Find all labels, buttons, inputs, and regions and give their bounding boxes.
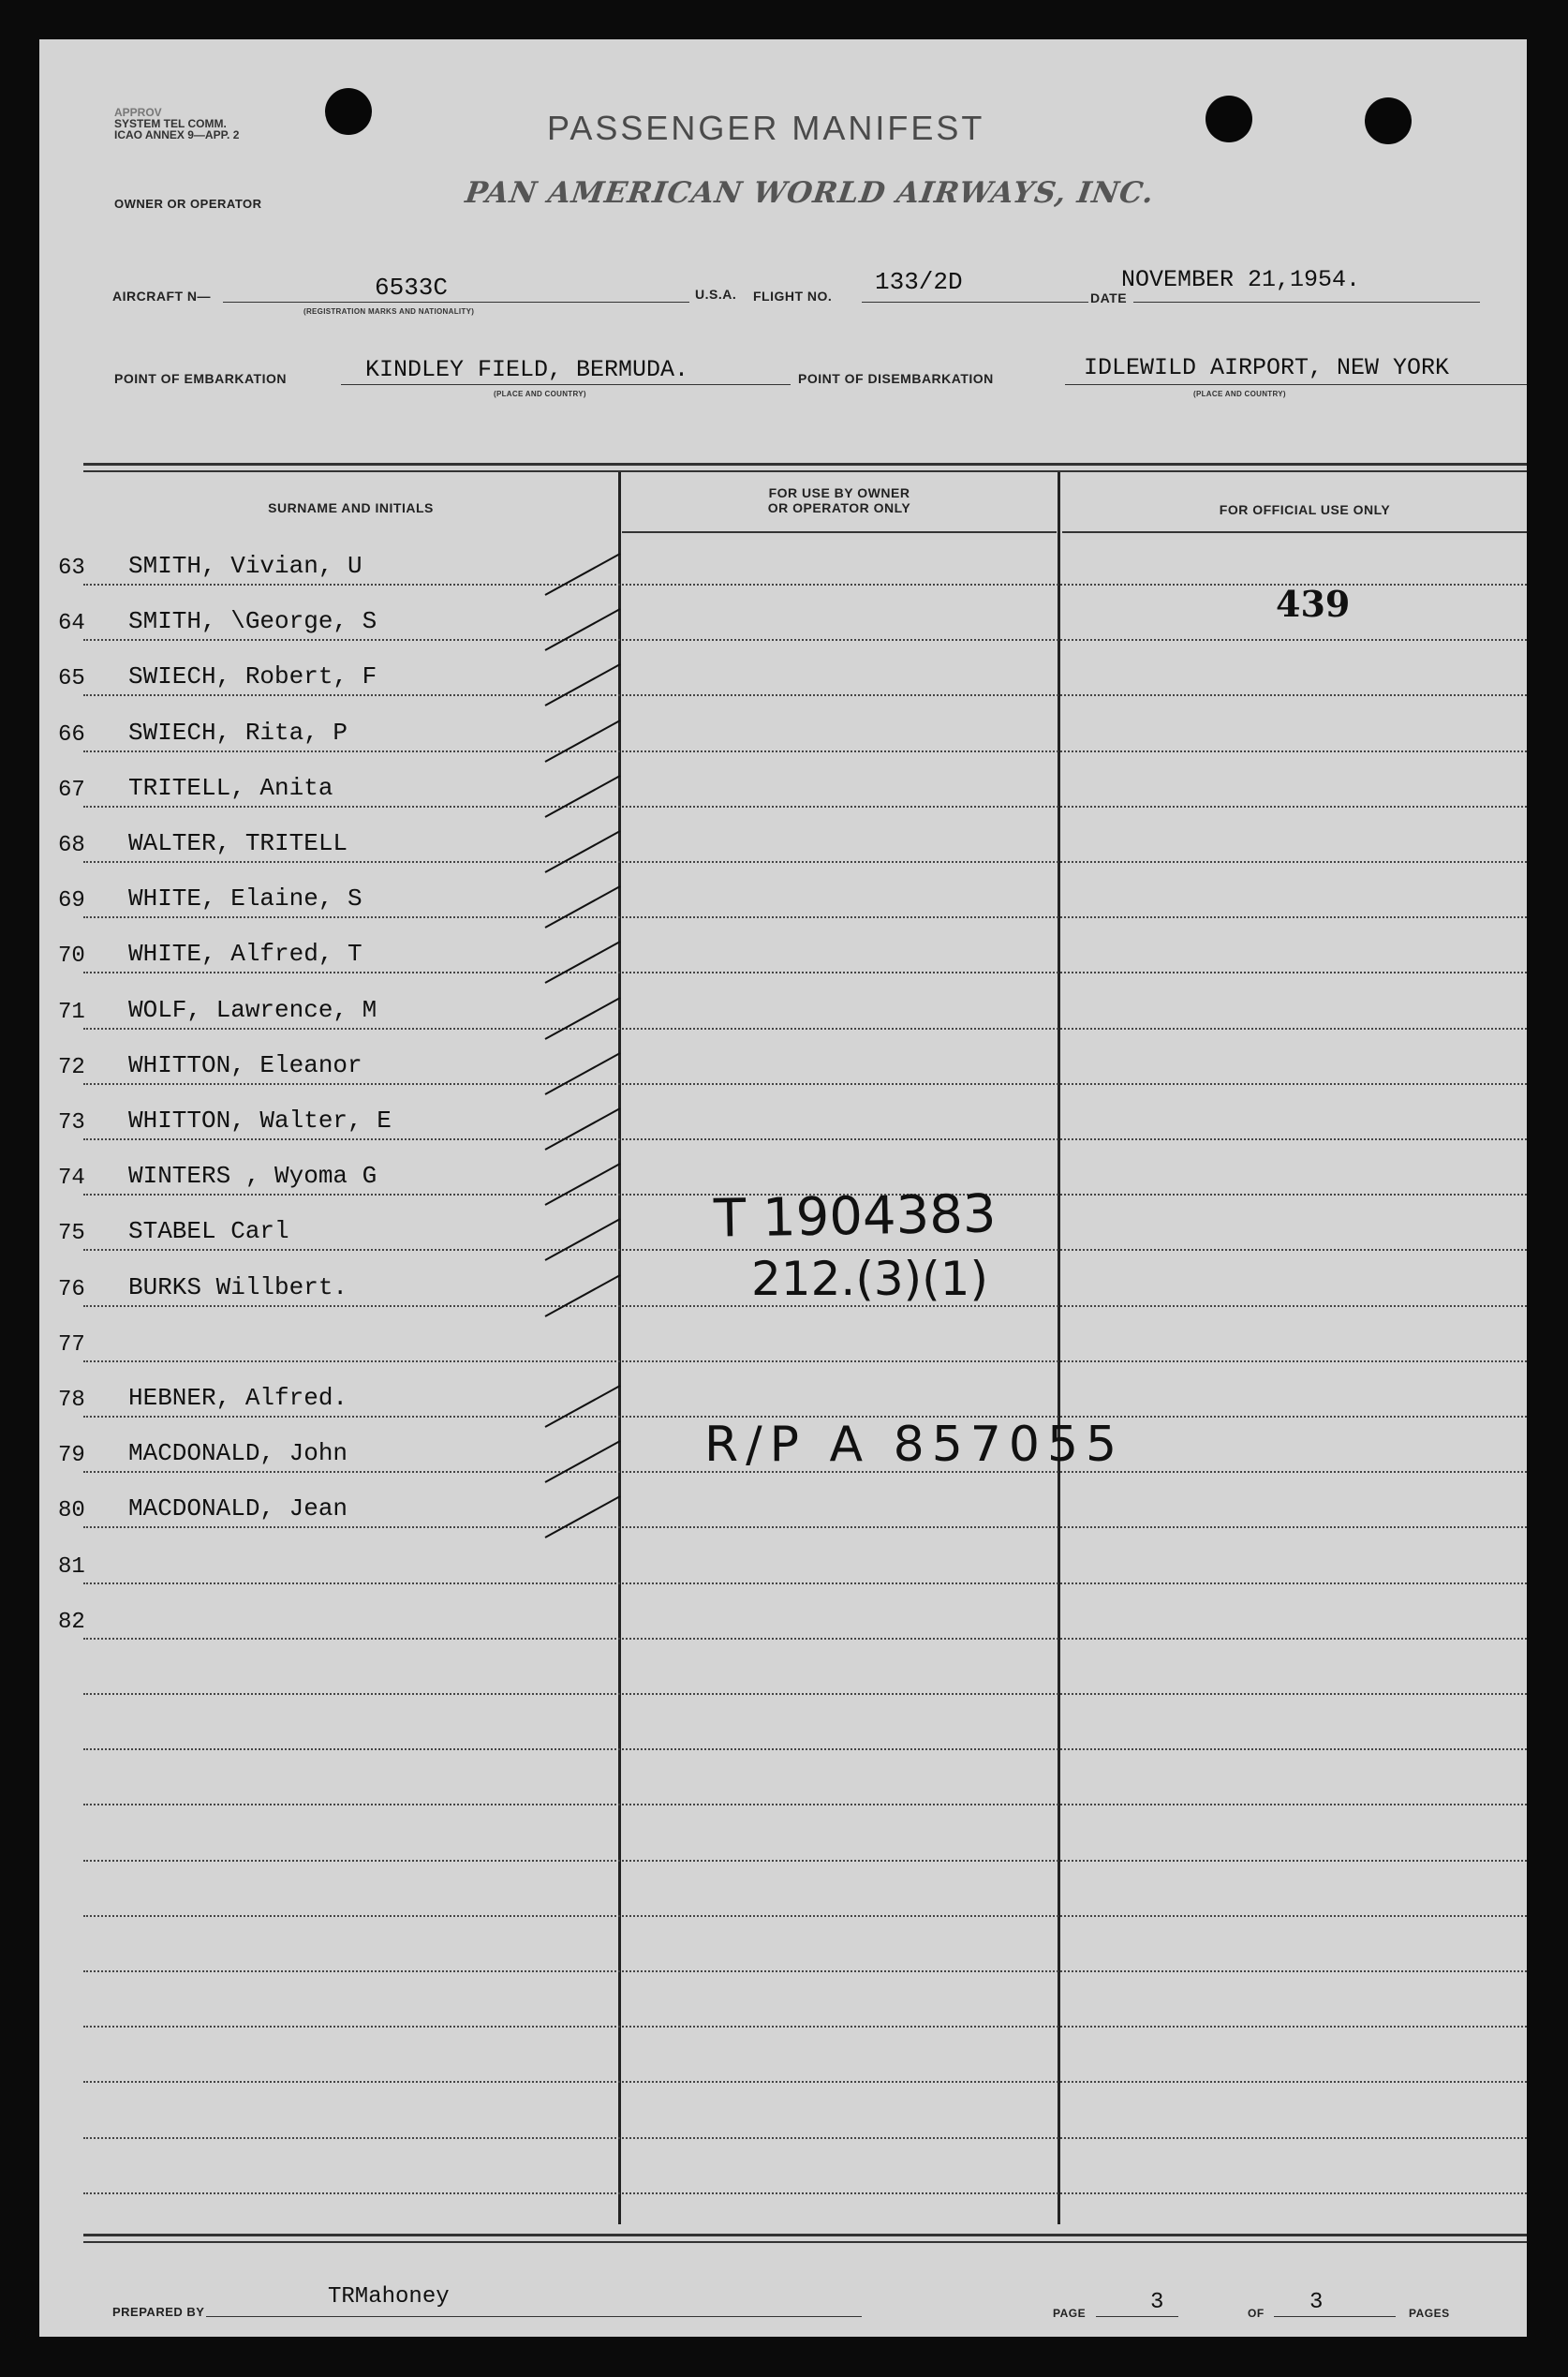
passenger-name: SWIECH, Robert, F bbox=[128, 662, 377, 691]
row-number: 80 bbox=[58, 1498, 85, 1523]
check-mark bbox=[545, 1108, 620, 1150]
row-number: 81 bbox=[58, 1554, 85, 1580]
check-marks bbox=[39, 39, 1527, 2337]
row-number: 68 bbox=[58, 833, 85, 858]
check-mark bbox=[545, 998, 620, 1039]
passenger-name: WINTERS , Wyoma G bbox=[128, 1162, 377, 1190]
page-label: PAGE bbox=[1053, 2307, 1087, 2320]
row-number: 79 bbox=[58, 1443, 85, 1468]
embarkation-caption: (PLACE AND COUNTRY) bbox=[494, 390, 586, 398]
column-header-owner-use: FOR USE BY OWNER OR OPERATOR ONLY bbox=[767, 485, 911, 515]
approval-line: SYSTEM TEL COMM. bbox=[114, 117, 227, 130]
prepared-by-value: TRMahoney bbox=[328, 2284, 450, 2310]
check-mark bbox=[545, 721, 620, 762]
flight-label: FLIGHT NO. bbox=[753, 289, 833, 304]
passenger-name: TRITELL, Anita bbox=[128, 774, 333, 802]
row-number: 66 bbox=[58, 722, 85, 748]
passenger-name: MACDONALD, Jean bbox=[128, 1494, 348, 1523]
row-number: 74 bbox=[58, 1166, 85, 1191]
prepared-by-label: PREPARED BY bbox=[112, 2305, 205, 2319]
row-number: 72 bbox=[58, 1055, 85, 1080]
check-mark bbox=[545, 1275, 620, 1316]
row-number: 64 bbox=[58, 611, 85, 636]
passenger-name: SMITH, \George, S bbox=[128, 607, 377, 635]
row-number: 65 bbox=[58, 666, 85, 691]
passenger-name: WHITTON, Walter, E bbox=[128, 1107, 392, 1135]
handwritten-note-passport: R/P A 857055 bbox=[704, 1417, 1125, 1473]
official-note: 439 bbox=[1276, 583, 1351, 625]
check-mark bbox=[545, 1441, 620, 1482]
check-mark bbox=[545, 776, 620, 817]
row-number: 82 bbox=[58, 1610, 85, 1635]
company-name: PAN AMERICAN WORLD AIRWAYS, INC. bbox=[463, 176, 1157, 210]
embarkation-value: KINDLEY FIELD, BERMUDA. bbox=[365, 356, 689, 383]
passenger-name: SWIECH, Rita, P bbox=[128, 719, 348, 747]
passenger-name: WHITE, Elaine, S bbox=[128, 884, 362, 913]
disembarkation-label: POINT OF DISEMBARKATION bbox=[798, 371, 994, 386]
row-number: 63 bbox=[58, 556, 85, 581]
row-number: 67 bbox=[58, 778, 85, 803]
passenger-name: BURKS Willbert. bbox=[128, 1273, 348, 1301]
handwritten-note-section: 212.(3)(1) bbox=[751, 1252, 988, 1306]
check-mark bbox=[545, 1219, 620, 1260]
of-underline bbox=[1274, 2316, 1396, 2317]
passenger-name: MACDONALD, John bbox=[128, 1439, 348, 1467]
date-value: NOVEMBER 21,1954. bbox=[1121, 266, 1361, 293]
owner-label: OWNER OR OPERATOR bbox=[114, 197, 262, 211]
check-mark bbox=[545, 1496, 620, 1538]
pages-label: PAGES bbox=[1409, 2307, 1450, 2320]
row-number: 78 bbox=[58, 1388, 85, 1413]
row-number: 69 bbox=[58, 888, 85, 914]
passenger-name: WALTER, TRITELL bbox=[128, 829, 348, 857]
passenger-name: STABEL Carl bbox=[128, 1217, 289, 1245]
check-mark bbox=[545, 886, 620, 928]
aircraft-value: 6533C bbox=[375, 274, 449, 302]
check-mark bbox=[545, 942, 620, 983]
row-number: 70 bbox=[58, 943, 85, 969]
approval-line: ICAO ANNEX 9—APP. 2 bbox=[114, 128, 240, 141]
of-label: OF bbox=[1248, 2307, 1265, 2320]
row-number: 75 bbox=[58, 1221, 85, 1246]
check-mark bbox=[545, 554, 620, 595]
row-number: 77 bbox=[58, 1332, 85, 1358]
aircraft-label: AIRCRAFT N— bbox=[112, 289, 212, 304]
handwritten-note-visa: T 1904383 bbox=[713, 1183, 997, 1250]
flight-number: 133/2D bbox=[875, 268, 963, 296]
date-label: DATE bbox=[1090, 290, 1128, 305]
usa-label: U.S.A. bbox=[695, 287, 737, 302]
check-mark bbox=[545, 1164, 620, 1205]
page-number: 3 bbox=[1150, 2290, 1164, 2315]
page-underline bbox=[1096, 2316, 1178, 2317]
row-number: 76 bbox=[58, 1277, 85, 1302]
passenger-name: WHITTON, Eleanor bbox=[128, 1051, 362, 1079]
row-number: 71 bbox=[58, 1000, 85, 1025]
check-mark bbox=[545, 831, 620, 872]
disembarkation-value: IDLEWILD AIRPORT, NEW YORK bbox=[1084, 354, 1450, 381]
passenger-name: SMITH, Vivian, U bbox=[128, 552, 362, 580]
passenger-name: WOLF, Lawrence, M bbox=[128, 996, 377, 1024]
column-header-surname: SURNAME AND INITIALS bbox=[268, 500, 434, 515]
page-total: 3 bbox=[1309, 2290, 1324, 2315]
manifest-title: PASSENGER MANIFEST bbox=[547, 109, 985, 147]
disembarkation-caption: (PLACE AND COUNTRY) bbox=[1193, 390, 1286, 398]
manifest-sheet bbox=[39, 39, 1527, 2337]
passenger-name: WHITE, Alfred, T bbox=[128, 940, 362, 968]
check-mark bbox=[545, 1386, 620, 1427]
registration-caption: (REGISTRATION MARKS AND NATIONALITY) bbox=[303, 307, 475, 316]
check-mark bbox=[545, 1053, 620, 1094]
check-mark bbox=[545, 609, 620, 650]
embarkation-label: POINT OF EMBARKATION bbox=[114, 371, 287, 386]
check-mark bbox=[545, 664, 620, 706]
row-number: 73 bbox=[58, 1110, 85, 1136]
column-header-official-use: FOR OFFICIAL USE ONLY bbox=[1219, 502, 1391, 517]
prepared-underline bbox=[206, 2316, 862, 2317]
passenger-name: HEBNER, Alfred. bbox=[128, 1384, 348, 1412]
approval-line: APPROV bbox=[114, 106, 162, 119]
